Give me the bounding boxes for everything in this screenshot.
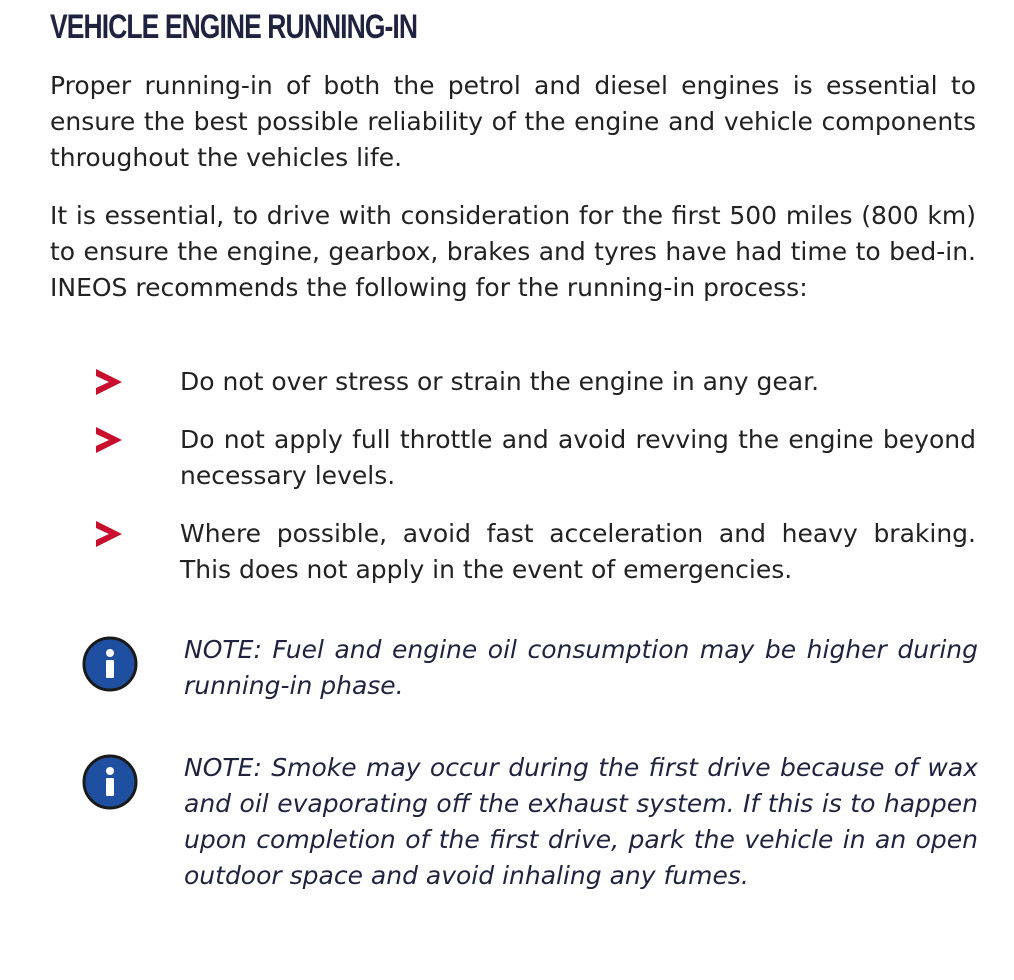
bullet-text: Do not apply full throttle and avoid revving the engine beyond necessary levels. [180,425,976,490]
info-icon [82,754,138,810]
note-text: NOTE: Fuel and engine oil consumption may be higher during running-in phase. [184,635,978,700]
intro-paragraph: Proper running-in of both the petrol and diesel engines is essential to ensure the best possible reliability of the engine and vehicle components throughout the vehicles life. [50,71,976,172]
bullet-text: Do not over stress or strain the engine in any gear. [180,367,820,396]
info-icon [82,636,138,692]
bullet-text: Where possible, avoid fast acceleration and heavy braking. This does not apply in the event of emergencies. [180,519,976,584]
chevron-right-icon [92,516,126,552]
chevron-right-icon [92,364,126,400]
recommendation-paragraph: It is essential, to drive with consideration for the first 500 miles (800 km) to ensure the engine, gearbox, brakes and tyres have had time to bed-in. INEOS recommends the following for the running-in process: [50,201,976,302]
section-heading: VEHICLE ENGINE RUNNING-IN [50,8,418,46]
note-text: NOTE: Smoke may occur during the first drive because of wax and oil evaporating off the exhaust system. If this is to happen upon completion of the first drive, park the vehicle in an open outdoor space and avoid inhaling any fumes. [184,753,978,890]
chevron-right-icon [92,422,126,458]
